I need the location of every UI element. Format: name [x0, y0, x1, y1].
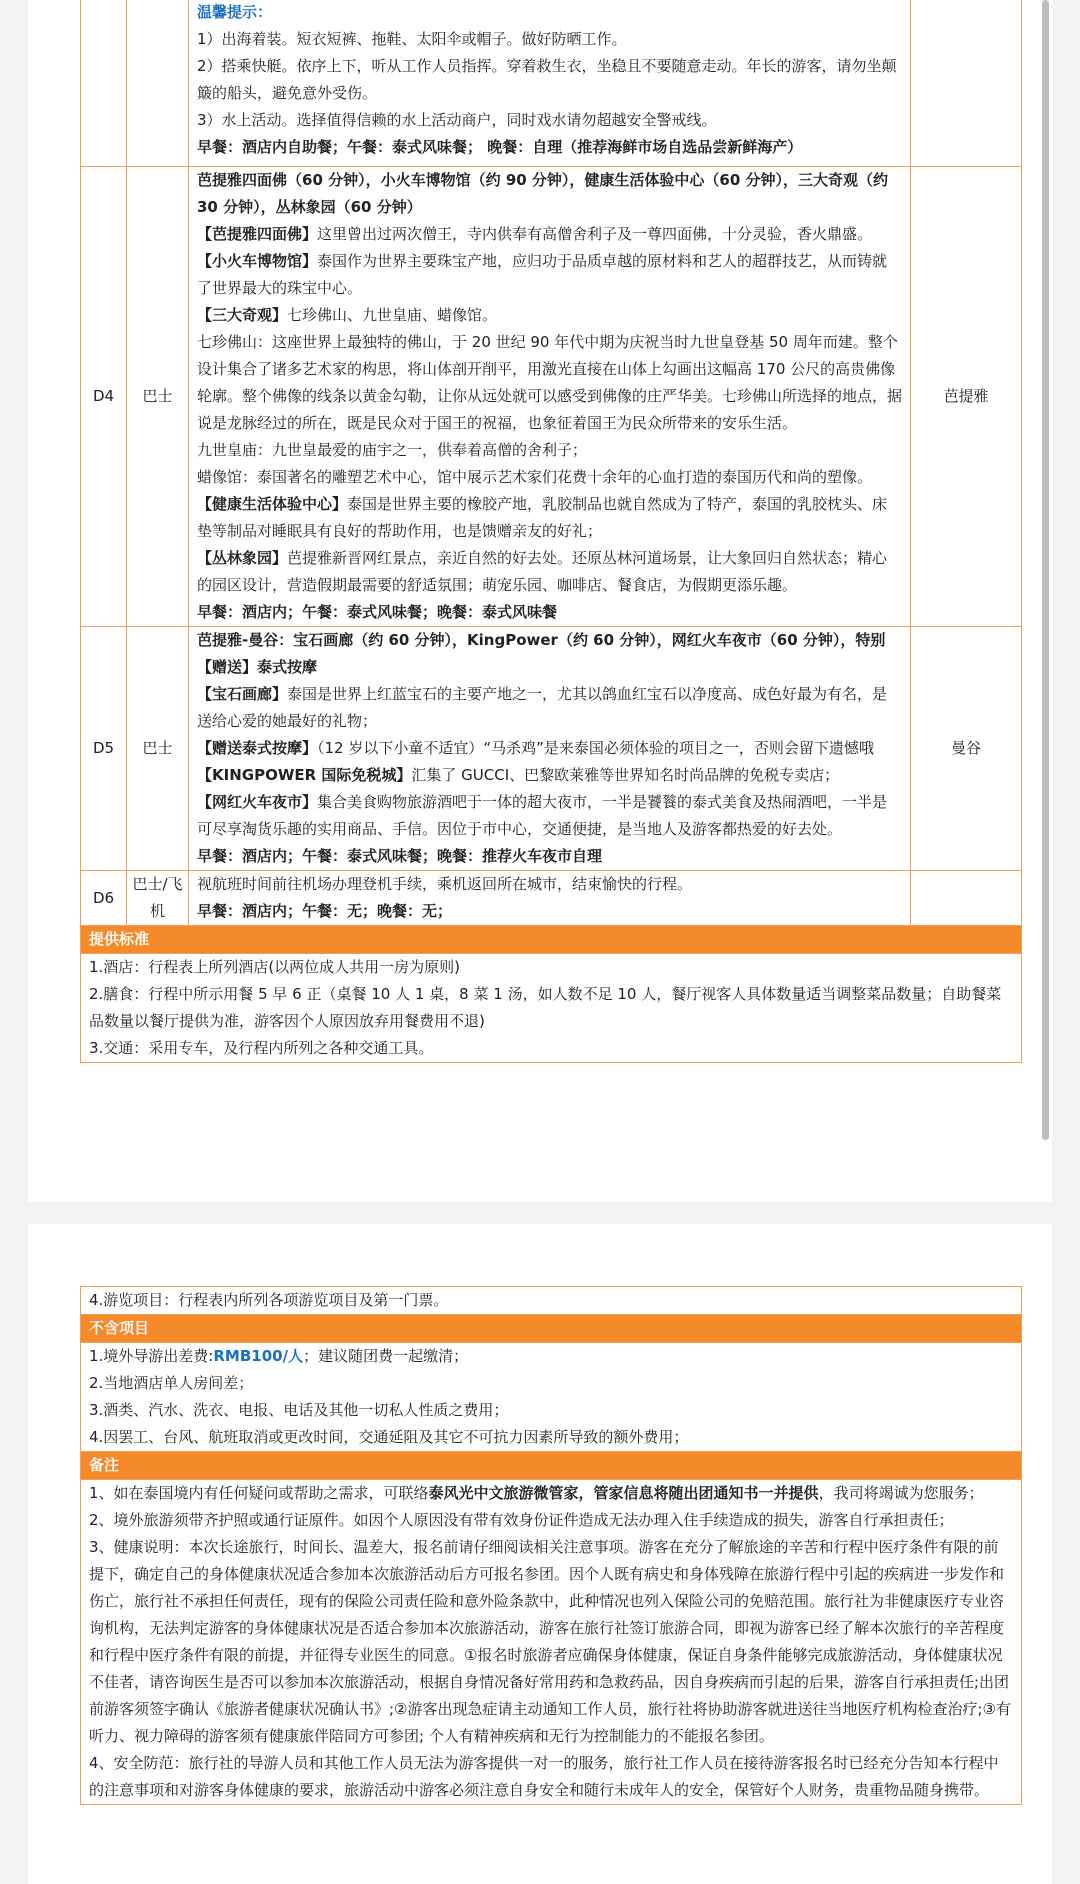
activity-cell	[189, 0, 911, 167]
city-cell: 芭提雅	[911, 167, 1022, 627]
excluded-item: 3.酒类、汽水、洗衣、电报、电话及其他一切私人性质之费用；	[89, 1401, 509, 1419]
activity-item: 七珍佛山：这座世界上最独特的佛山，于 20 世纪 90 年代中期为庆祝当时九世皇登基 50 周年而建。整个设计集合了诸多艺术家的构思，将山体剖开削平，用激光直接在山体上勾画出这幅高 170 公尺的高贵佛像轮廓。整个佛像的线条以黄金勾勒，让你从远处就可以感受到佛像的庄严华美。七珍佛山所选择的地点，据说是龙脉经过的所在，既是民众对于国王的祝福，也象征着国王为民众所带来的安乐生活。	[197, 333, 903, 432]
meals-line: 早餐：酒店内；午餐：泰式风味餐；晚餐：推荐火车夜市自理	[197, 847, 603, 865]
activity-tag: 【三大奇观】	[197, 306, 288, 324]
standard-item: 2.膳食：行程中所示用餐 5 早 6 正（桌餐 10 人 1 桌，8 菜 1 汤，如人数不足 10 人，餐厅视客人具体数量适当调整菜品数量；自助餐菜品数量以餐厅提供为准，游客因个人原因放弃用餐费用不退)	[89, 985, 1002, 1030]
day-cell: D4	[81, 167, 127, 627]
excluded-item: 2.当地酒店单人房间差；	[89, 1374, 254, 1392]
section-header-excluded	[81, 1315, 1022, 1343]
excluded-item	[89, 1343, 1013, 1370]
day-cell: D6	[81, 871, 127, 926]
activity-cell	[189, 167, 911, 627]
activity-text: 七珍佛山、九世皇庙、蜡像馆。	[287, 306, 498, 324]
itinerary-row-d5	[81, 627, 1022, 871]
meals-line: 早餐：酒店内；午餐：泰式风味餐；晚餐：泰式风味餐	[197, 603, 558, 621]
activity-tag: 【宝石画廊】	[197, 685, 288, 703]
standard-cell	[81, 954, 1022, 1063]
note-item	[89, 1480, 1013, 1507]
activity-text: （12 岁以下小童不适宜）“马杀鸡”是来泰国必须体验的项目之一，否则会留下遗憾哦	[317, 739, 874, 757]
activity-text: 集合美食购物旅游酒吧于一体的超大夜市，一半是饕餮的泰式美食及热闹酒吧，一半是可尽享淘货乐趣的实用商品、手信。因位于市中心，交通便捷，是当地人及游客都热爱的好去处。	[197, 793, 888, 838]
note-text: 1、如在泰国境内有任何疑问或帮助之需求，可联络	[89, 1484, 429, 1502]
section-header-notes	[81, 1452, 1022, 1480]
section-title: 不含项目	[81, 1315, 1022, 1343]
activity-tag: 【KINGPOWER 国际免税城】	[197, 766, 412, 784]
transport-cell: 巴士/飞机	[127, 871, 189, 926]
activity-item	[197, 681, 902, 735]
activity-item	[197, 735, 902, 762]
activity-tag: 【小火车博物馆】	[197, 252, 318, 270]
standard-item: 3.交通：采用专车，及行程内所列之各种交通工具。	[89, 1039, 434, 1057]
activity-item	[197, 545, 902, 599]
guide-fee-price: RMB100/人	[213, 1347, 304, 1365]
activity-item	[197, 789, 902, 843]
excluded-cell	[81, 1343, 1022, 1452]
activity-cell	[189, 871, 911, 926]
activity-item: 蜡像馆：泰国著名的雕塑艺术中心，馆中展示艺术家们花费十余年的心血打造的泰国历代和尚的塑像。	[197, 468, 873, 486]
document-page-1	[28, 0, 1052, 1202]
day-summary: 芭提雅-曼谷：宝石画廊（约 60 分钟），KingPower（约 60 分钟），网红火车夜市（60 分钟），特别【赠送】泰式按摩	[197, 631, 886, 676]
excluded-text: 1.境外导游出差费:	[89, 1347, 214, 1365]
notes-cell	[81, 1480, 1022, 1805]
standard-continued	[81, 1287, 1022, 1315]
activity-tag: 【赠送泰式按摩】	[197, 739, 318, 757]
standard-item: 4.游览项目：行程表内所列各项游览项目及第一门票。	[81, 1287, 1022, 1315]
activity-text: 泰国作为世界主要珠宝产地，应归功于品质卓越的原材料和艺人的超群技艺，从而铸就了世界最大的珠宝中心。	[197, 252, 888, 297]
notes-section	[81, 1480, 1022, 1805]
itinerary-row-d3	[81, 0, 1022, 167]
section-title: 提供标准	[81, 926, 1022, 954]
activity-text: 泰国是世界主要的橡胶产地，乳胶制品也就自然成为了特产，泰国的乳胶枕头、床垫等制品对睡眠具有良好的帮助作用，也是馈赠亲友的好礼；	[197, 495, 888, 540]
activity-tag: 【健康生活体验中心】	[197, 495, 348, 513]
tip-item: 2）搭乘快艇。依序上下，听从工作人员指挥。穿着救生衣，坐稳且不要随意走动。年长的游客，请勿坐颠簸的船头，避免意外受伤。	[197, 56, 897, 102]
document-page-2	[28, 1224, 1052, 1884]
city-cell	[911, 871, 1022, 926]
note-item: 2、境外旅游须带齐护照或通行证原件。如因个人原因没有带有效身份证件造成无法办理入住手续造成的损失，游客自行承担责任；	[89, 1511, 954, 1529]
day-summary: 芭提雅四面佛（60 分钟），小火车博物馆（约 90 分钟），健康生活体验中心（60 分钟），三大奇观（约 30 分钟），丛林象园（60 分钟）	[197, 171, 889, 216]
activity-text: 泰国是世界上红蓝宝石的主要产地之一，尤其以鸽血红宝石以净度高、成色好最为有名，是送给心爱的她最好的礼物；	[197, 685, 888, 730]
note-item: 4、安全防范：旅行社的导游人员和其他工作人员无法为游客提供一对一的服务，旅行社工作人员在接待游客报名时已经充分告知本行程中的注意事项和对游客身体健康的要求，旅游活动中游客必须注意自身安全和随行未成年人的安全，保管好个人财务，贵重物品随身携带。	[89, 1754, 999, 1799]
activity-text: 这里曾出过两次僧王，寺内供奉有高僧舍利子及一尊四面佛，十分灵验，香火鼎盛。	[317, 225, 873, 243]
excluded-text: ；建议随团费一起缴清；	[303, 1347, 469, 1365]
meals-line: 早餐：酒店内；午餐：无；晚餐：无；	[197, 902, 453, 920]
activity-item	[197, 221, 902, 248]
day-summary: 视航班时间前往机场办理登机手续，乘机返回所在城市，结束愉快的行程。	[197, 875, 693, 893]
standard-item: 1.酒店：行程表上所列酒店(以两位成人共用一房为原则)	[89, 958, 461, 976]
note-text: ，我司将竭诚为您服务；	[818, 1484, 984, 1502]
tip-title: 温馨提示：	[197, 2, 273, 21]
activity-item	[197, 248, 902, 302]
transport-cell	[127, 0, 189, 167]
tip-item: 1）出海着装。短衣短裤、拖鞋、太阳伞或帽子。做好防晒工作。	[197, 29, 627, 48]
activity-cell	[189, 627, 911, 871]
excluded-item: 4.因罢工、台风、航班取消或更改时间，交通延阻及其它不可抗力因素所导致的额外费用；	[89, 1428, 689, 1446]
transport-cell: 巴士	[127, 167, 189, 627]
section-title: 备注	[81, 1452, 1022, 1480]
activity-text: 芭提雅新晋网红景点，亲近自然的好去处。还原丛林河道场景，让大象回归自然状态；精心的园区设计，营造假期最需要的舒适氛围；萌宠乐园、咖啡店、餐食店，为假期更添乐趣。	[197, 549, 888, 594]
activity-tag: 【丛林象园】	[197, 549, 288, 567]
excluded-section	[81, 1343, 1022, 1452]
standard-section	[81, 954, 1022, 1063]
scrollbar[interactable]	[1042, 0, 1049, 1140]
note-item: 3、健康说明：本次长途旅行，时间长、温差大，报名前请仔细阅读相关注意事项。游客在充分了解旅途的辛苦和行程中医疗条件有限的前提下，确定自己的身体健康状况适合参加本次旅游活动后方可报名参团。因个人既有病史和身体残障在旅游行程中引起的疾病进一步发作和伤亡，旅行社不承担任何责任，现有的保险公司责任险和意外险条款中，此种情况也列入保险公司的免赔范围。旅行社为非健康医疗专业咨询机构，无法判定游客的身体健康状况是否适合参加本次旅游活动，游客在旅行社签订旅游合同，即视为游客已经了解本次旅行的辛苦程度和行程中医疗条件有限的前提，并征得专业医生的同意。①报名时旅游者应确保身体健康，保证自身条件能够完成旅游活动，身体健康状况不佳者，请咨询医生是否可以参加本次旅游活动，根据自身情况备好常用药和急救药品，因自身疾病而引起的后果，游客自行承担责任;出团前游客须签字确认《旅游者健康状况确认书》;②游客出现急症请主动通知工作人员，旅行社将协助游客就进送往当地医疗机构检查治疗;③有听力、视力障碍的游客须有健康旅伴陪同方可参团; 个人有精神疾病和无行为控制能力的不能报名参团。	[89, 1538, 1012, 1745]
note-emphasis: 泰风光中文旅游微管家，管家信息将随出团通知书一并提供	[428, 1484, 819, 1502]
terms-table	[80, 1286, 1022, 1805]
day-cell	[81, 0, 127, 167]
itinerary-row-d4	[81, 167, 1022, 627]
activity-tag: 【芭提雅四面佛】	[197, 225, 318, 243]
itinerary-row-d6	[81, 871, 1022, 926]
itinerary-table	[80, 0, 1022, 1063]
activity-item	[197, 762, 902, 789]
activity-text: 汇集了 GUCCI、巴黎欧莱雅等世界知名时尚品牌的免税专卖店；	[411, 766, 840, 784]
section-header-standard	[81, 926, 1022, 954]
transport-cell: 巴士	[127, 627, 189, 871]
city-cell: 曼谷	[911, 627, 1022, 871]
day-cell: D5	[81, 627, 127, 871]
city-cell	[911, 0, 1022, 167]
activity-item	[197, 491, 902, 545]
tip-item: 3）水上活动。选择值得信赖的水上活动商户，同时戏水请勿超越安全警戒线。	[197, 110, 717, 129]
activity-item: 九世皇庙：九世皇最爱的庙宇之一，供奉着高僧的舍利子；	[197, 441, 588, 459]
activity-tag: 【网红火车夜市】	[197, 793, 318, 811]
meals-line: 早餐：酒店内自助餐；午餐：泰式风味餐； 晚餐：自理（推荐海鲜市场自选品尝新鲜海产）	[197, 137, 803, 156]
activity-item	[197, 302, 902, 329]
